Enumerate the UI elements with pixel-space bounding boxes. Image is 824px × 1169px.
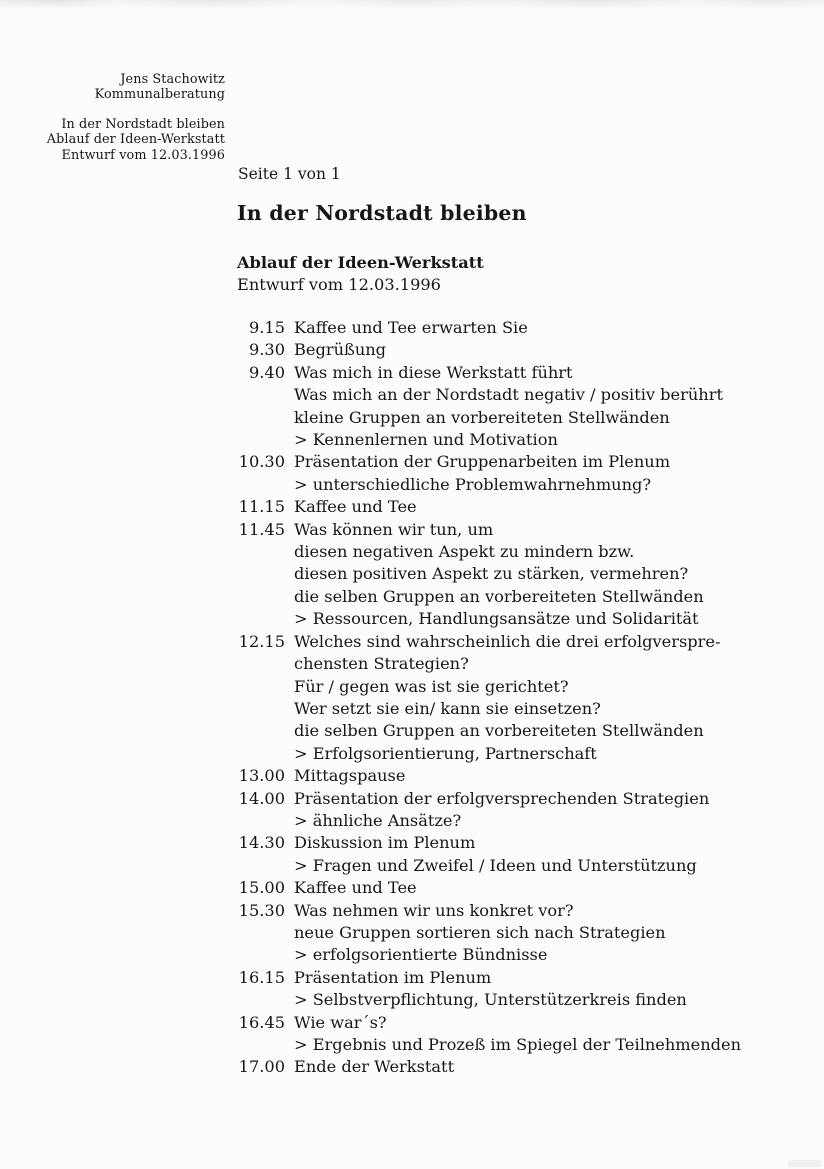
schedule-item-line: Präsentation der erfolgversprechenden Strategien xyxy=(294,788,710,808)
schedule-item-line: Für / gegen was ist sie gerichtet? xyxy=(294,676,569,696)
schedule-item-description xyxy=(294,451,777,496)
schedule-item-time: 9.40 xyxy=(248,362,285,382)
schedule-item-time: 13.00 xyxy=(238,766,285,786)
letterhead-line: Jens Stachowitz xyxy=(120,72,225,87)
schedule-item-line: > Kennenlernen und Motivation xyxy=(294,430,558,450)
schedule-item-description xyxy=(294,832,777,877)
schedule-item-description xyxy=(294,877,777,899)
schedule-item-description xyxy=(294,788,777,833)
schedule-item-line: kleine Gruppen an vorbereiteten Stellwänden xyxy=(294,407,670,427)
schedule-item-time: 16.15 xyxy=(238,967,285,987)
schedule-item-time: 14.00 xyxy=(238,788,285,808)
schedule-item-line: Kaffee und Tee erwarten Sie xyxy=(294,318,528,337)
schedule-item-line: > unterschiedliche Problemwahrnehmung? xyxy=(294,474,652,494)
page-indicator: Seite 1 von 1 xyxy=(238,165,341,183)
letterhead-line: Ablauf der Ideen-Werkstatt xyxy=(46,132,225,148)
schedule-item-line: Kaffee und Tee xyxy=(294,878,417,898)
schedule-item xyxy=(237,631,777,765)
schedule-item-time: 10.30 xyxy=(238,452,285,472)
schedule-item xyxy=(237,832,777,877)
schedule-item-time: 17.00 xyxy=(238,1057,285,1077)
schedule-item-line: die selben Gruppen an vorbereiteten Stellwänden xyxy=(294,586,704,606)
schedule-item-line: > ähnliche Ansätze? xyxy=(294,810,462,830)
schedule-item xyxy=(237,1056,777,1078)
schedule-item-description xyxy=(294,339,777,361)
scan-artifact-bottom-right xyxy=(788,1160,822,1167)
schedule-item-description xyxy=(294,631,777,765)
schedule-item xyxy=(237,451,777,496)
schedule-item-line: > Ergebnis und Prozeß im Spiegel der Teilnehmenden xyxy=(294,1035,742,1054)
schedule-item-line: Präsentation der Gruppenarbeiten im Plenum xyxy=(294,452,671,472)
schedule-item-line: Präsentation im Plenum xyxy=(294,967,492,987)
schedule-item xyxy=(237,519,777,631)
schedule-item-line: Welches sind wahrscheinlich die drei erfolgverspre- xyxy=(294,631,721,651)
schedule-item-description xyxy=(294,1056,777,1078)
schedule-item-time: 15.00 xyxy=(238,878,285,898)
schedule-item-line: Was können wir tun, um xyxy=(294,519,494,539)
document-title: In der Nordstadt bleiben xyxy=(237,201,527,225)
schedule-list xyxy=(237,317,777,1079)
schedule-item-description xyxy=(294,317,777,339)
schedule-item xyxy=(237,788,777,833)
schedule-item-line: > Fragen und Zweifel / Ideen und Unterstützung xyxy=(294,855,697,875)
schedule-item xyxy=(237,496,777,518)
schedule-item-line: Diskussion im Plenum xyxy=(294,833,476,853)
schedule-item-description xyxy=(294,362,777,452)
schedule-item xyxy=(237,900,777,967)
schedule-item-line: Was nehmen wir uns konkret vor? xyxy=(294,900,574,920)
schedule-item-description xyxy=(294,967,777,1012)
schedule-item-line: neue Gruppen sortieren sich nach Strategien xyxy=(294,922,666,942)
schedule-item-line: die selben Gruppen an vorbereiteten Stellwänden xyxy=(294,721,704,741)
schedule-item-line: Begrüßung xyxy=(294,340,387,360)
schedule-item-line: Was mich an der Nordstadt negativ / positiv berührt xyxy=(294,385,723,405)
schedule-item-description xyxy=(294,496,777,518)
schedule-item-line: Was mich in diese Werkstatt führt xyxy=(294,362,573,382)
schedule-item xyxy=(237,877,777,899)
schedule-item-time: 15.30 xyxy=(238,900,285,920)
schedule-item-time: 9.30 xyxy=(248,340,285,360)
letterhead-line: Entwurf vom 12.03.1996 xyxy=(61,147,225,163)
draft-date: Entwurf vom 12.03.1996 xyxy=(237,275,441,294)
schedule-item-line: Ende der Werkstatt xyxy=(294,1057,455,1077)
schedule-item-line: > Selbstverpflichtung, Unterstützerkreis finden xyxy=(294,990,687,1010)
schedule-item-line: Wer setzt sie ein/ kann sie einsetzen? xyxy=(294,698,601,718)
schedule-item-line: Mittagspause xyxy=(294,766,406,786)
schedule-item-time: 14.30 xyxy=(238,833,285,853)
schedule-item-time: 16.45 xyxy=(238,1012,285,1032)
letterhead-author-block xyxy=(0,72,225,103)
document-subtitle: Ablauf der Ideen-Werkstatt xyxy=(237,253,484,272)
schedule-item-line: Kaffee und Tee xyxy=(294,497,417,517)
schedule-item-line: > erfolgsorientierte Bündnisse xyxy=(294,945,548,965)
document-subtitle-block xyxy=(237,252,484,296)
scan-artifact-top xyxy=(0,0,824,9)
schedule-item-line: diesen positiven Aspekt zu stärken, vermehren? xyxy=(294,564,689,584)
schedule-item-description xyxy=(294,1012,777,1057)
schedule-item xyxy=(237,1012,777,1057)
schedule-item-description xyxy=(294,765,777,787)
schedule-item-line: > Ressourcen, Handlungsansätze und Solidarität xyxy=(294,609,699,629)
letterhead-line: In der Nordstadt bleiben xyxy=(61,117,225,132)
schedule-item xyxy=(237,339,777,361)
schedule-item xyxy=(237,967,777,1012)
schedule-item xyxy=(237,317,777,339)
letterhead-document-block xyxy=(0,117,225,163)
schedule-item-time: 9.15 xyxy=(248,318,285,337)
schedule-item-description xyxy=(294,519,777,631)
schedule-item-line: Wie war´s? xyxy=(294,1012,387,1032)
schedule-item-line: chensten Strategien? xyxy=(294,654,469,674)
schedule-item-time: 11.15 xyxy=(238,497,285,517)
schedule-item-description xyxy=(294,900,777,967)
schedule-item xyxy=(237,765,777,787)
letterhead-line: Kommunalberatung xyxy=(94,87,225,103)
schedule-item-time: 12.15 xyxy=(238,631,285,651)
schedule-item-time: 11.45 xyxy=(238,519,285,539)
schedule-item-line: diesen negativen Aspekt zu mindern bzw. xyxy=(294,542,635,562)
schedule-item xyxy=(237,362,777,452)
schedule-item-line: > Erfolgsorientierung, Partnerschaft xyxy=(294,743,597,763)
